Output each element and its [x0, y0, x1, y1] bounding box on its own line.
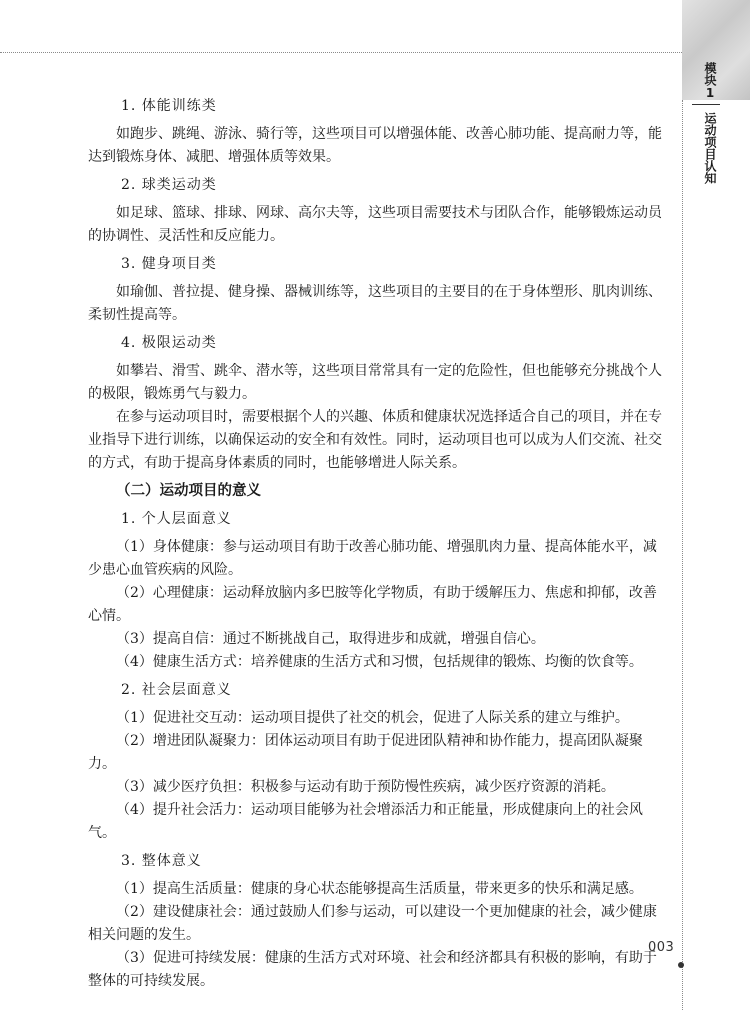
subsection-heading: 2. 社会层面意义 [121, 682, 232, 698]
paragraph: 如跑步、跳绳、游泳、骑行等，这些项目可以增强体能、改善心肺功能、提高耐力等，能达到锻炼身体、减肥、增强体质等效果。 [88, 126, 662, 165]
page-body [88, 90, 663, 993]
subsection-heading: 4. 极限运动类 [121, 335, 217, 351]
page-number: 003 [648, 940, 675, 955]
list-item: （3）促进可持续发展：健康的生活方式对环境、社会和经济都具有积极的影响，有助于整体的可持续发展。 [88, 950, 657, 989]
list-item: （3）提高自信：通过不断挑战自己，取得进步和成就，增强自信心。 [116, 631, 545, 647]
list-item: （4）健康生活方式：培养健康的生活方式和习惯，包括规律的锻炼、均衡的饮食等。 [116, 654, 643, 670]
paragraph: 如足球、篮球、排球、网球、高尔夫等，这些项目需要技术与团队合作，能够锻炼运动员的协调性、灵活性和反应能力。 [88, 205, 662, 244]
page-number-dot [678, 962, 684, 968]
section-heading: （二）运动项目的意义 [116, 483, 261, 499]
module-tab-divider [692, 104, 720, 105]
list-item: （3）减少医疗负担：积极参与运动有助于预防慢性疾病，减少医疗资源的消耗。 [116, 779, 615, 795]
list-item: （2）心理健康：运动释放脑内多巴胺等化学物质，有助于缓解压力、焦虑和抑郁，改善心情。 [88, 585, 657, 624]
subsection-heading: 1. 体能训练类 [121, 98, 217, 114]
module-label: 模块1 [703, 62, 717, 100]
subsection-heading: 1. 个人层面意义 [121, 511, 232, 527]
paragraph: 在参与运动项目时，需要根据个人的兴趣、体质和健康状况选择适合自己的项目，并在专业指导下进行训练，以确保运动的安全和有效性。同时，运动项目也可以成为人们交流、社交的方式，有助于提高身体素质的同时，也能够增进人际关系。 [88, 409, 662, 471]
subsection-heading: 3. 健身项目类 [121, 256, 217, 272]
module-title: 运动项目认知 [703, 112, 717, 184]
list-item: （1）身体健康：参与运动项目有助于改善心肺功能、增强肌肉力量、提高体能水平，减少患心血管疾病的风险。 [88, 539, 657, 578]
list-item: （1）促进社交互动：运动项目提供了社交的机会，促进了人际关系的建立与维护。 [116, 710, 629, 726]
header-dotted-rule [0, 52, 682, 53]
list-item: （2）建设健康社会：通过鼓励人们参与运动，可以建设一个更加健康的社会，减少健康相关问题的发生。 [88, 904, 657, 943]
subsection-heading: 2. 球类运动类 [121, 177, 217, 193]
list-item: （2）增进团队凝聚力：团体运动项目有助于促进团队精神和协作能力，提高团队凝聚力。 [88, 733, 643, 772]
paragraph: 如瑜伽、普拉提、健身操、器械训练等，这些项目的主要目的在于身体塑形、肌肉训练、柔韧性提高等。 [88, 284, 662, 323]
list-item: （4）提升社会活力：运动项目能够为社会增添活力和正能量，形成健康向上的社会风气。 [88, 802, 643, 841]
subsection-heading: 3. 整体意义 [121, 853, 202, 869]
paragraph: 如攀岩、滑雪、跳伞、潜水等，这些项目常常具有一定的危险性，但也能够充分挑战个人的极限，锻炼勇气与毅力。 [88, 363, 662, 402]
list-item: （1）提高生活质量：健康的身心状态能够提高生活质量，带来更多的快乐和满足感。 [116, 881, 643, 897]
margin-dotted-rule [682, 100, 683, 1010]
